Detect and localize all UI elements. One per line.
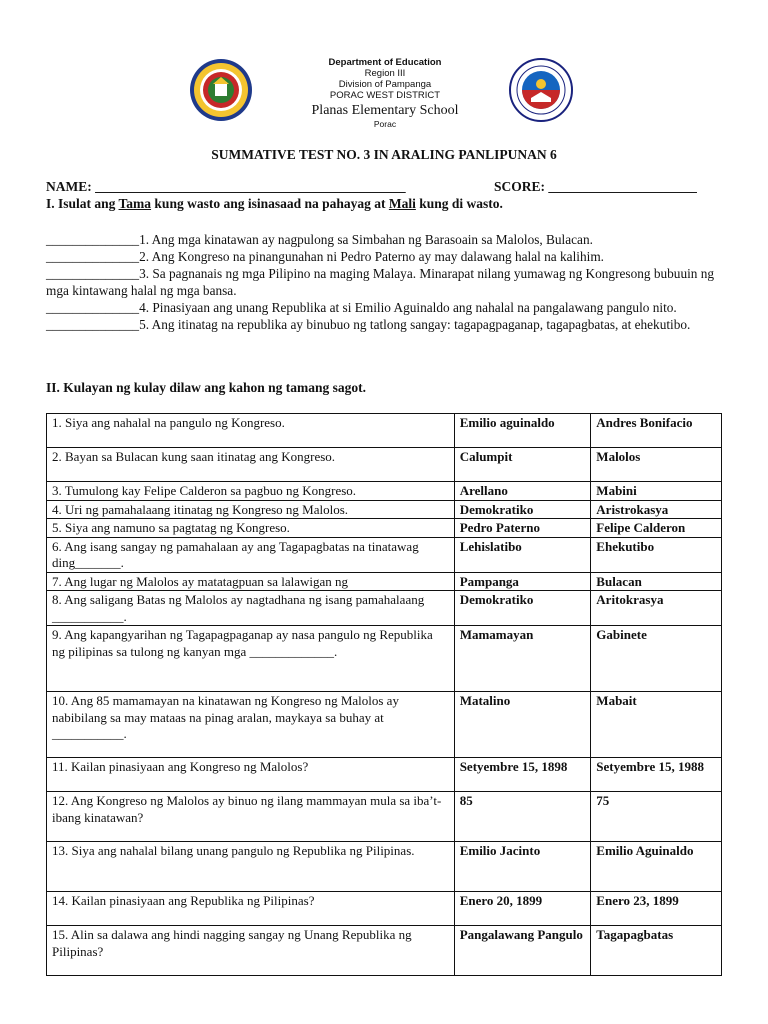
choice-b-cell[interactable]: Setyembre 15, 1988 — [591, 758, 722, 792]
department-name: Department of Education — [328, 57, 442, 68]
tama-word: Tama — [118, 196, 152, 211]
table-row — [47, 537, 722, 572]
question-cell: 13. Siya ang nahalal bilang unang pangulo ng Republika ng Pilipinas. — [47, 842, 455, 892]
choice-a-cell[interactable]: Matalino — [454, 692, 591, 758]
question-cell: 11. Kailan pinasiyaan ang Kongreso ng Malolos? — [47, 758, 455, 792]
table-row — [47, 591, 722, 626]
choice-a-cell[interactable]: Pangalawang Pangulo — [454, 926, 591, 976]
table-row — [47, 792, 722, 842]
division-name: Division of Pampanga — [338, 79, 432, 90]
table-row — [47, 572, 722, 591]
question-cell: 7. Ang lugar ng Malolos ay matatagpuan sa lalawigan ng — [47, 572, 455, 591]
table-row — [47, 842, 722, 892]
choice-b-cell[interactable]: Andres Bonifacio — [591, 414, 722, 448]
choice-b-cell[interactable]: 75 — [591, 792, 722, 842]
mali-word: Mali — [388, 196, 416, 211]
choice-a-cell[interactable]: Setyembre 15, 1898 — [454, 758, 591, 792]
question-cell: 5. Siya ang namuno sa pagtatag ng Kongreso. — [47, 519, 455, 538]
choice-b-cell[interactable]: Gabinete — [591, 626, 722, 692]
choice-a-cell[interactable]: Pedro Paterno — [454, 519, 591, 538]
question-cell: 1. Siya ang nahalal na pangulo ng Kongreso. — [47, 414, 455, 448]
choice-b-cell[interactable]: Mabait — [591, 692, 722, 758]
part1-middle: kung wasto ang isinasaad na pahayag at — [151, 196, 389, 211]
table-row — [47, 626, 722, 692]
question-cell: 10. Ang 85 mamamayan na kinatawan ng Kongreso ng Malolos ay nabibilang sa may mataas na pinag aralan, maykaya sa buhay at ___________. — [47, 692, 455, 758]
table-row — [47, 892, 722, 926]
part1-prefix: I. Isulat ang — [46, 196, 119, 211]
test-title: SUMMATIVE TEST NO. 3 IN ARALING PANLIPUNAN 6 — [211, 147, 557, 162]
choice-a-cell[interactable]: 85 — [454, 792, 591, 842]
table-row — [47, 448, 722, 482]
part1-items — [46, 231, 726, 333]
school-seal-icon — [189, 58, 253, 122]
table-row — [47, 500, 722, 519]
part2-instruction: II. Kulayan ng kulay dilaw ang kahon ng tamang sagot. — [46, 380, 366, 395]
table-row — [47, 692, 722, 758]
question-cell: 2. Bayan sa Bulacan kung saan itinatag ang Kongreso. — [47, 448, 455, 482]
choice-a-cell[interactable]: Emilio aguinaldo — [454, 414, 591, 448]
choice-b-cell[interactable]: Bulacan — [591, 572, 722, 591]
answer-table — [46, 413, 722, 976]
part1-suffix: kung di wasto. — [415, 196, 503, 211]
item-1[interactable]: ______________1. Ang mga kinatawan ay nagpulong sa Simbahan ng Barasoain sa Malolos, Bulacan. — [46, 232, 593, 247]
district-name: PORAC WEST DISTRICT — [329, 90, 441, 101]
choice-a-cell[interactable]: Emilio Jacinto — [454, 842, 591, 892]
table-row — [47, 414, 722, 448]
choice-b-cell[interactable]: Malolos — [591, 448, 722, 482]
choice-a-cell[interactable]: Lehislatibo — [454, 537, 591, 572]
choice-a-cell[interactable]: Demokratiko — [454, 500, 591, 519]
choice-a-cell[interactable]: Pampanga — [454, 572, 591, 591]
choice-b-cell[interactable]: Mabini — [591, 482, 722, 501]
choice-a-cell[interactable]: Arellano — [454, 482, 591, 501]
question-cell: 4. Uri ng pamahalaang itinatag ng Kongreso ng Malolos. — [47, 500, 455, 519]
item-2[interactable]: ______________2. Ang Kongreso na pinangunahan ni Pedro Paterno ay may dalawang halal na kalihim. — [46, 249, 604, 264]
choice-a-cell[interactable]: Demokratiko — [454, 591, 591, 626]
choice-b-cell[interactable]: Ehekutibo — [591, 537, 722, 572]
question-cell: 6. Ang isang sangay ng pamahalaan ay ang Tagapagbatas na tinatawag ding_______. — [47, 537, 455, 572]
table-row — [47, 926, 722, 976]
deped-seal-icon — [509, 58, 573, 122]
town-name: Porac — [373, 119, 397, 129]
item-4[interactable]: ______________4. Pinasiyaan ang unang Republika at si Emilio Aguinaldo ang nahalal na pangalawang pangulo nito. — [46, 300, 677, 315]
table-row — [47, 519, 722, 538]
table-row — [47, 758, 722, 792]
choice-a-cell[interactable]: Calumpit — [454, 448, 591, 482]
choice-b-cell[interactable]: Felipe Calderon — [591, 519, 722, 538]
school-name: Planas Elementary School — [311, 103, 459, 118]
region-name: Region III — [364, 68, 406, 79]
choice-a-cell[interactable]: Mamamayan — [454, 626, 591, 692]
name-score-row — [46, 179, 726, 195]
table-row — [47, 482, 722, 501]
question-cell: 14. Kailan pinasiyaan ang Republika ng Pilipinas? — [47, 892, 455, 926]
item-5[interactable]: ______________5. Ang itinatag na republika ay binubuo ng tatlong sangay: tagapagpaganap, tagapagbatas, at ehekutibo. — [46, 317, 691, 332]
question-cell: 3. Tumulong kay Felipe Calderon sa pagbuo ng Kongreso. — [47, 482, 455, 501]
item-3[interactable]: ______________3. Sa pagnanais ng mga Pilipino na maging Malaya. Minarapat nilang yumawag ng Kongresong bubuuin ng mga kintawang halal ng mga bansa. — [46, 266, 715, 298]
question-cell: 9. Ang kapangyarihan ng Tagapagpaganap ay nasa pangulo ng Republika ng pilipinas sa tulong ng kanyan mga _____________. — [47, 626, 455, 692]
choice-b-cell[interactable]: Tagapagbatas — [591, 926, 722, 976]
choice-b-cell[interactable]: Aristrokasya — [591, 500, 722, 519]
question-cell: 15. Alin sa dalawa ang hindi nagging sangay ng Unang Republika ng Pilipinas? — [47, 926, 455, 976]
choice-a-cell[interactable]: Enero 20, 1899 — [454, 892, 591, 926]
question-cell: 8. Ang saligang Batas ng Malolos ay nagtadhana ng isang pamahalaang ___________. — [47, 591, 455, 626]
score-field[interactable]: SCORE: ______________________ — [494, 179, 697, 194]
letterhead — [250, 57, 520, 130]
part1-instruction — [46, 196, 503, 212]
question-cell: 12. Ang Kongreso ng Malolos ay binuo ng ilang mammayan mula sa iba’t-ibang kinatawan? — [47, 792, 455, 842]
choice-b-cell[interactable]: Emilio Aguinaldo — [591, 842, 722, 892]
name-field[interactable]: NAME: ______________________________________________ — [46, 179, 406, 194]
choice-b-cell[interactable]: Enero 23, 1899 — [591, 892, 722, 926]
choice-b-cell[interactable]: Aritokrasya — [591, 591, 722, 626]
